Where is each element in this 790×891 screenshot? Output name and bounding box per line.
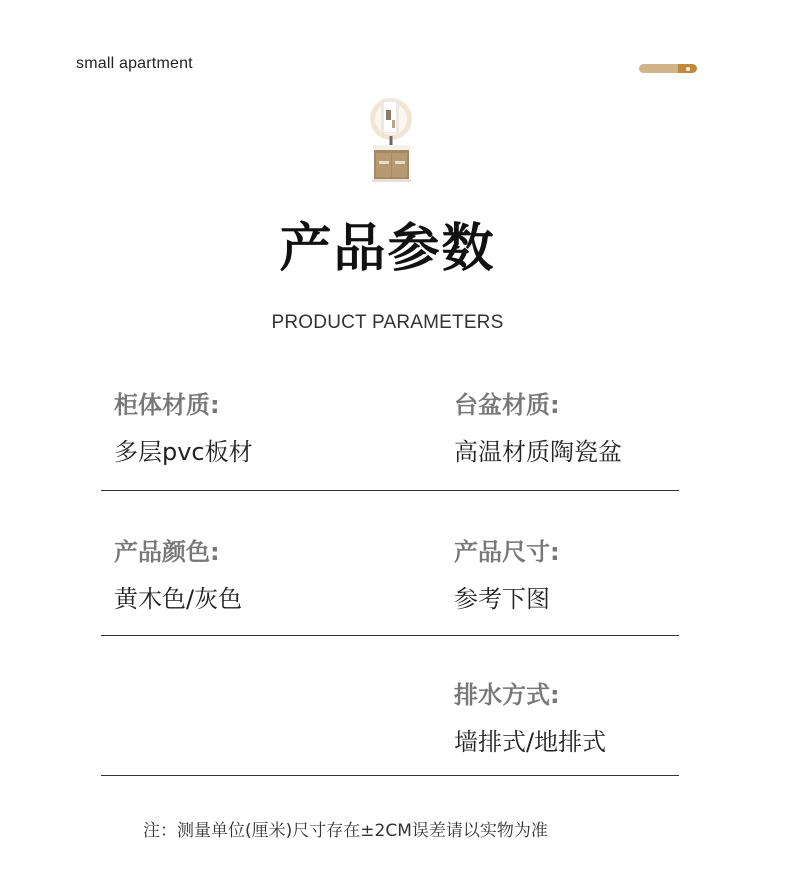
divider [101,635,679,636]
param-value-cabinet-material: 多层pvc板材 [114,438,253,466]
divider [101,490,679,491]
measurement-note: 注：测量单位(厘米)尺寸存在±2CM误差请以实物为准 [143,821,548,841]
param-value-size: 参考下图 [454,585,550,613]
param-value-basin-material: 高温材质陶瓷盆 [454,438,622,466]
page-subtitle: PRODUCT PARAMETERS [271,312,504,333]
param-label-color: 产品颜色: [114,538,220,566]
param-label-drainage: 排水方式: [454,681,560,709]
divider [101,775,679,776]
brand-name: small apartment [76,55,193,72]
pill-dot [686,67,690,71]
page-title: 产品参数 [279,219,496,279]
bathroom-vanity-image [364,98,418,182]
param-label-basin-material: 台盆材质: [454,391,560,419]
param-value-drainage: 墙排式/地排式 [454,728,607,756]
param-value-color: 黄木色/灰色 [114,585,243,613]
param-label-size: 产品尺寸: [454,538,560,566]
param-label-cabinet-material: 柜体材质: [114,391,220,419]
progress-pill-icon [639,64,697,73]
